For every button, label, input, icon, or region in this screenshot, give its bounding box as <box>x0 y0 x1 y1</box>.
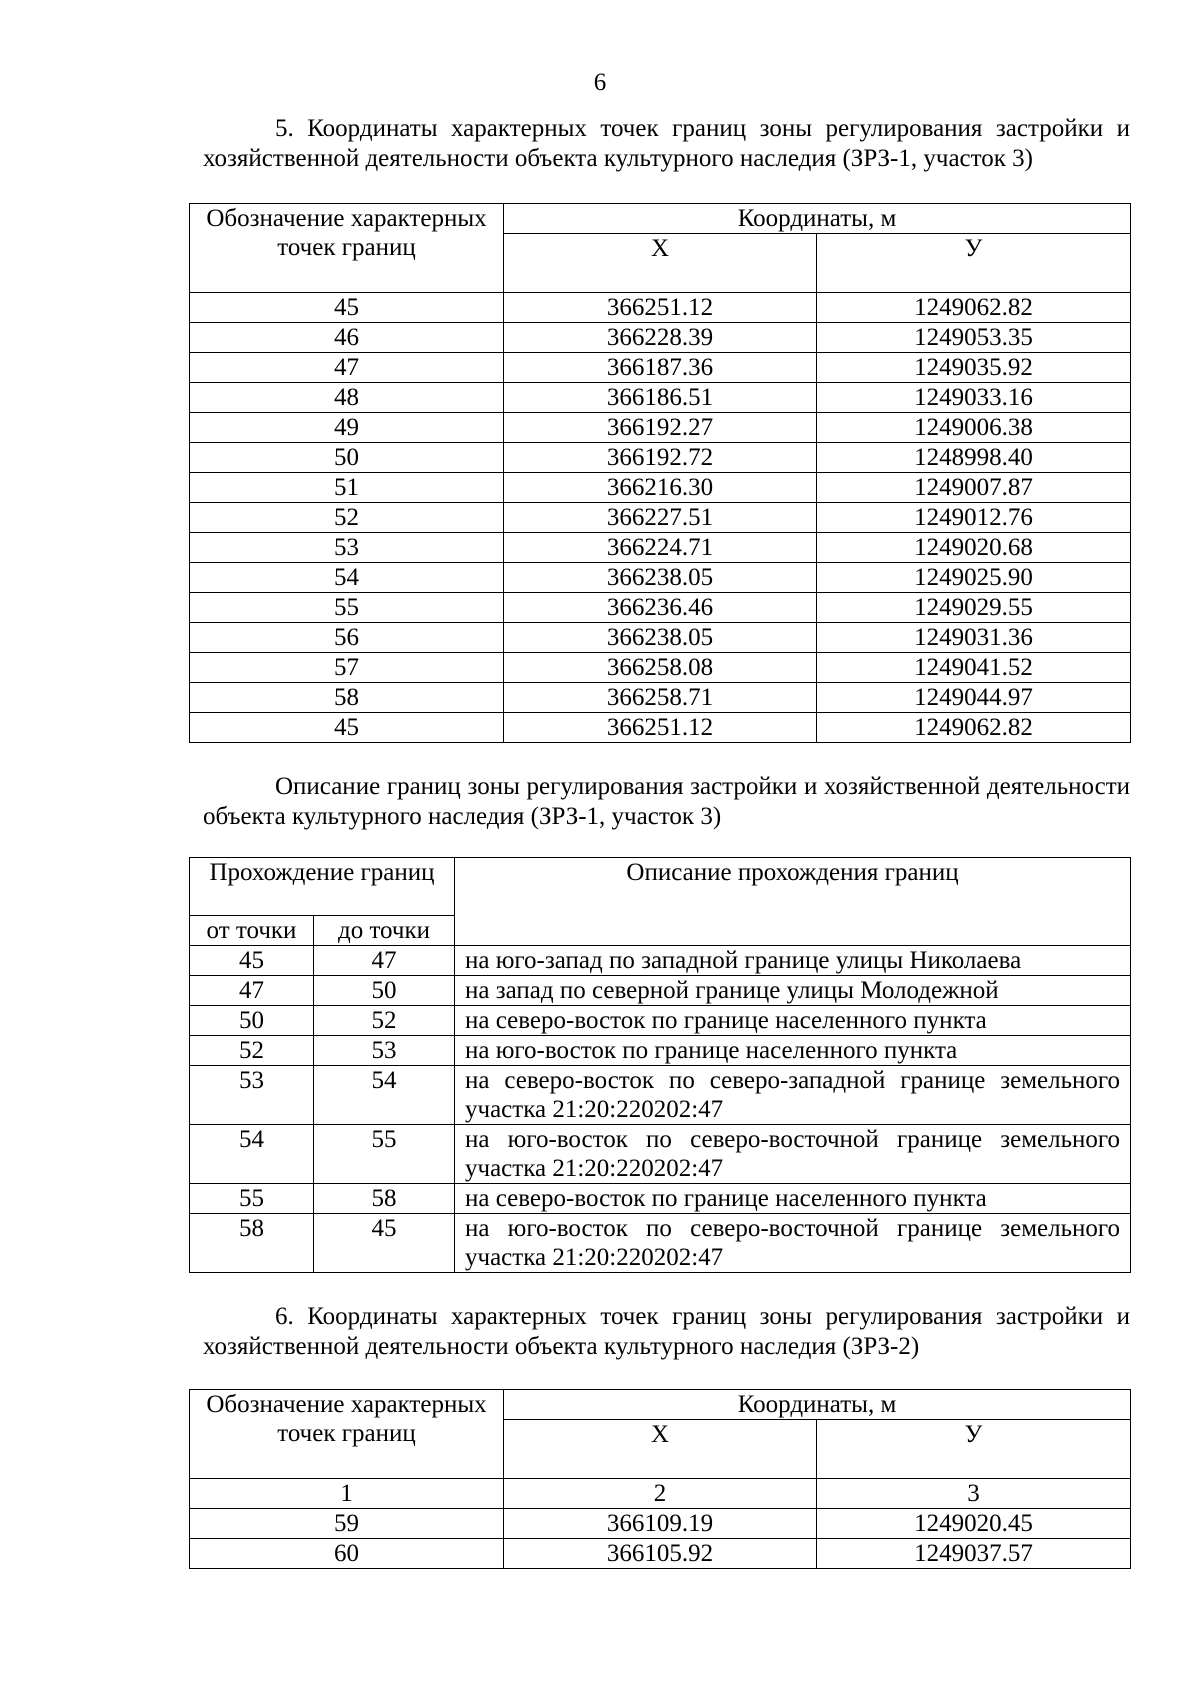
table-row <box>190 1036 1131 1066</box>
point-id-cell: 46 <box>190 323 504 353</box>
boundary-description-table <box>189 857 1131 1273</box>
page-number: 6 <box>593 69 607 96</box>
header-description: Описание прохождения границ <box>455 858 1131 946</box>
x-coordinate-cell: 366251.12 <box>504 293 817 323</box>
point-id-cell: 51 <box>190 473 504 503</box>
table-row <box>190 623 1131 653</box>
x-coordinate-cell: 366187.36 <box>504 353 817 383</box>
table-row <box>190 593 1131 623</box>
column-number-1: 1 <box>190 1479 504 1509</box>
description-heading: Описание границ зоны регулирования застройки и хозяйственной деятельности объекта культурного наследия (ЗРЗ-1, участок 3) <box>203 773 1130 830</box>
to-point-cell: 54 <box>314 1066 455 1125</box>
point-id-cell: 48 <box>190 383 504 413</box>
header-y: У <box>817 234 1131 293</box>
y-coordinate-cell: 1249041.52 <box>817 653 1131 683</box>
header-passage: Прохождение границ <box>190 858 455 916</box>
x-coordinate-cell: 366227.51 <box>504 503 817 533</box>
y-coordinate-cell: 1249020.68 <box>817 533 1131 563</box>
x-coordinate-cell: 366105.92 <box>504 1539 817 1569</box>
y-coordinate-cell: 1249007.87 <box>817 473 1131 503</box>
from-point-cell: 54 <box>190 1125 314 1184</box>
y-coordinate-cell: 1249031.36 <box>817 623 1131 653</box>
description-cell: на северо-восток по северо-западной границе земельного участка 21:20:220202:47 <box>455 1066 1131 1125</box>
table-row <box>190 293 1131 323</box>
coordinates-table-zrz2 <box>189 1389 1131 1569</box>
y-coordinate-cell: 1249044.97 <box>817 683 1131 713</box>
table-row <box>190 533 1131 563</box>
description-cell: на юго-запад по западной границе улицы Николаева <box>455 946 1131 976</box>
table-row <box>190 443 1131 473</box>
x-coordinate-cell: 366251.12 <box>504 713 817 743</box>
y-coordinate-cell: 1249062.82 <box>817 713 1131 743</box>
table-row <box>190 1539 1131 1569</box>
point-id-cell: 55 <box>190 593 504 623</box>
column-number-2: 2 <box>504 1479 817 1509</box>
table-row <box>190 653 1131 683</box>
table-row <box>190 563 1131 593</box>
column-number-3: 3 <box>817 1479 1131 1509</box>
section-6-heading: 6. Координаты характерных точек границ зоны регулирования застройки и хозяйственной деятельности объекта культурного наследия (ЗРЗ-2) <box>203 1303 1130 1360</box>
point-id-cell: 54 <box>190 563 504 593</box>
y-coordinate-cell: 1249035.92 <box>817 353 1131 383</box>
x-coordinate-cell: 366238.05 <box>504 563 817 593</box>
description-table-body <box>190 946 1131 1273</box>
point-id-cell: 60 <box>190 1539 504 1569</box>
from-point-cell: 50 <box>190 1006 314 1036</box>
x-coordinate-cell: 366186.51 <box>504 383 817 413</box>
table-row <box>190 946 1131 976</box>
section-5-heading: 5. Координаты характерных точек границ зоны регулирования застройки и хозяйственной деятельности объекта культурного наследия (ЗРЗ-1, участок 3) <box>203 115 1130 172</box>
point-id-cell: 53 <box>190 533 504 563</box>
y-coordinate-cell: 1249025.90 <box>817 563 1131 593</box>
table-row <box>190 503 1131 533</box>
y-coordinate-cell: 1249033.16 <box>817 383 1131 413</box>
y-coordinate-cell: 1249053.35 <box>817 323 1131 353</box>
table-row <box>190 1006 1131 1036</box>
table-row <box>190 473 1131 503</box>
table-row <box>190 1125 1131 1184</box>
table-row <box>190 353 1131 383</box>
table-row <box>190 1184 1131 1214</box>
coordinates-table-zrz1 <box>189 203 1131 743</box>
from-point-cell: 58 <box>190 1214 314 1273</box>
point-id-cell: 45 <box>190 713 504 743</box>
from-point-cell: 53 <box>190 1066 314 1125</box>
y-coordinate-cell: 1249012.76 <box>817 503 1131 533</box>
header-to: до точки <box>314 916 455 946</box>
x-coordinate-cell: 366216.30 <box>504 473 817 503</box>
coordinates-table-body <box>190 293 1131 743</box>
table-row <box>190 1066 1131 1125</box>
to-point-cell: 53 <box>314 1036 455 1066</box>
description-cell: на юго-восток по северо-восточной границе земельного участка 21:20:220202:47 <box>455 1214 1131 1273</box>
table-row <box>190 976 1131 1006</box>
to-point-cell: 45 <box>314 1214 455 1273</box>
point-id-cell: 58 <box>190 683 504 713</box>
header-from: от точки <box>190 916 314 946</box>
to-point-cell: 52 <box>314 1006 455 1036</box>
table-row <box>190 713 1131 743</box>
from-point-cell: 45 <box>190 946 314 976</box>
to-point-cell: 47 <box>314 946 455 976</box>
header-designation: Обозначение характерных точек границ <box>190 204 504 293</box>
description-cell: на запад по северной границе улицы Молодежной <box>455 976 1131 1006</box>
x-coordinate-cell: 366258.71 <box>504 683 817 713</box>
description-cell: на северо-восток по границе населенного пункта <box>455 1006 1131 1036</box>
header-y: У <box>817 1420 1131 1479</box>
point-id-cell: 47 <box>190 353 504 383</box>
x-coordinate-cell: 366224.71 <box>504 533 817 563</box>
point-id-cell: 52 <box>190 503 504 533</box>
from-point-cell: 52 <box>190 1036 314 1066</box>
from-point-cell: 55 <box>190 1184 314 1214</box>
point-id-cell: 49 <box>190 413 504 443</box>
x-coordinate-cell: 366258.08 <box>504 653 817 683</box>
table-row <box>190 1214 1131 1273</box>
point-id-cell: 59 <box>190 1509 504 1539</box>
table-row <box>190 323 1131 353</box>
point-id-cell: 56 <box>190 623 504 653</box>
to-point-cell: 58 <box>314 1184 455 1214</box>
x-coordinate-cell: 366228.39 <box>504 323 817 353</box>
y-coordinate-cell: 1248998.40 <box>817 443 1131 473</box>
header-coordinates: Координаты, м <box>504 204 1131 234</box>
description-cell: на юго-восток по северо-восточной границе земельного участка 21:20:220202:47 <box>455 1125 1131 1184</box>
table-row <box>190 413 1131 443</box>
to-point-cell: 50 <box>314 976 455 1006</box>
table-row <box>190 1509 1131 1539</box>
header-x: Х <box>504 234 817 293</box>
point-id-cell: 45 <box>190 293 504 323</box>
coordinates-table-body <box>190 1509 1131 1569</box>
description-cell: на юго-восток по границе населенного пункта <box>455 1036 1131 1066</box>
y-coordinate-cell: 1249029.55 <box>817 593 1131 623</box>
description-cell: на северо-восток по границе населенного пункта <box>455 1184 1131 1214</box>
x-coordinate-cell: 366236.46 <box>504 593 817 623</box>
x-coordinate-cell: 366192.72 <box>504 443 817 473</box>
y-coordinate-cell: 1249037.57 <box>817 1539 1131 1569</box>
point-id-cell: 57 <box>190 653 504 683</box>
y-coordinate-cell: 1249006.38 <box>817 413 1131 443</box>
x-coordinate-cell: 366238.05 <box>504 623 817 653</box>
table-row <box>190 683 1131 713</box>
point-id-cell: 50 <box>190 443 504 473</box>
y-coordinate-cell: 1249062.82 <box>817 293 1131 323</box>
table-row <box>190 383 1131 413</box>
to-point-cell: 55 <box>314 1125 455 1184</box>
from-point-cell: 47 <box>190 976 314 1006</box>
y-coordinate-cell: 1249020.45 <box>817 1509 1131 1539</box>
header-designation: Обозначение характерных точек границ <box>190 1390 504 1479</box>
header-coordinates: Координаты, м <box>504 1390 1131 1420</box>
x-coordinate-cell: 366109.19 <box>504 1509 817 1539</box>
header-x: Х <box>504 1420 817 1479</box>
x-coordinate-cell: 366192.27 <box>504 413 817 443</box>
